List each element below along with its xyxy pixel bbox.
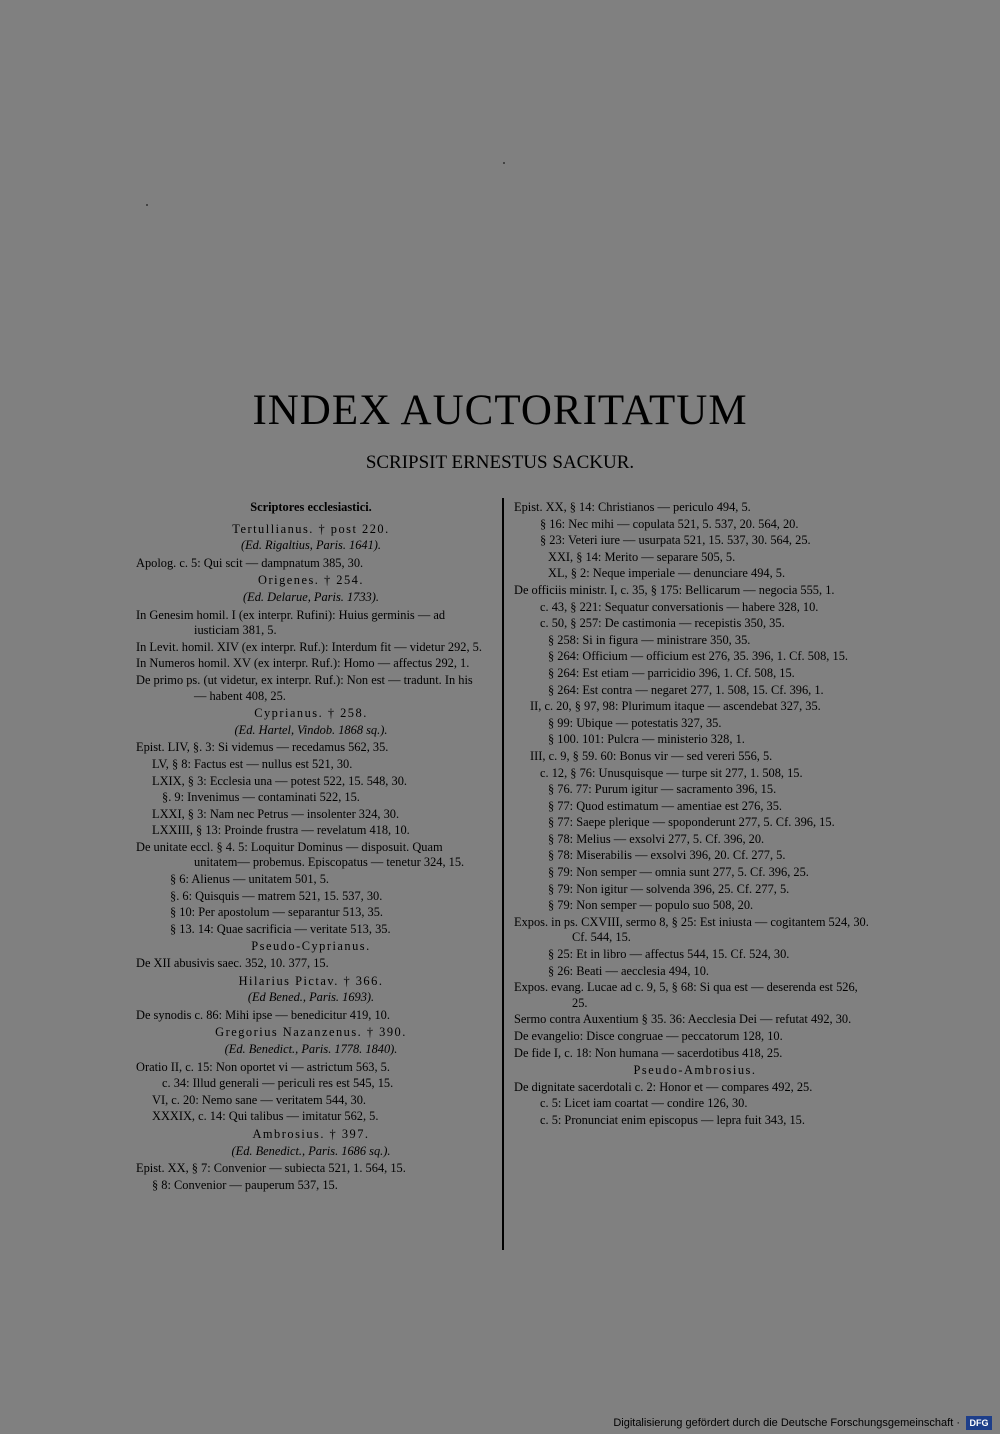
index-entry: § 26: Beati — aecclesia 494, 10.: [548, 963, 710, 978]
column-divider: [502, 498, 504, 1250]
index-entry: § 8: Convenior — pauperum 537, 15.: [152, 1177, 338, 1192]
index-entry: De unitate eccl. § 4. 5: Loquitur Dominus — disposuit. Quam unitatem— probemus. Episcopatus — tenetur 324, 15.: [136, 839, 465, 870]
index-entry: § 264: Est contra — negaret 277, 1. 508, 15. Cf. 396, 1.: [548, 682, 824, 697]
index-entry: XL, § 2: Neque imperiale — denunciare 494, 5.: [548, 566, 786, 581]
index-entry: § 78: Miserabilis — exsolvi 396, 20. Cf. 277, 5.: [548, 848, 786, 863]
index-entry: § 79: Non semper — omnia sunt 277, 5. Cf. 396, 25.: [548, 865, 809, 880]
index-entry: § 100. 101: Pulcra — ministerio 328, 1.: [548, 732, 745, 747]
index-entry: § 13. 14: Quae sacrificia — veritate 513, 35.: [170, 921, 391, 936]
index-entry: LXXIII, § 13: Proinde frustra — revelatum 418, 10.: [152, 823, 410, 838]
index-entry: § 79: Non semper — populo suo 508, 20.: [548, 898, 754, 913]
index-entry: Epist. LIV, §. 3: Si videmus — recedamus 562, 35.: [136, 740, 389, 755]
index-entry: § 78: Melius — exsolvi 277, 5. Cf. 396, 20.: [548, 831, 765, 846]
index-entry: In Levit. homil. XIV (ex interpr. Ruf.): Interdum fit — videtur 292, 5.: [136, 639, 482, 654]
author-heading: Pseudo-Cyprianus.: [251, 939, 371, 954]
index-entry: In Numeros homil. XV (ex interpr. Ruf.): Homo — affectus 292, 1.: [136, 656, 470, 671]
index-entry: De synodis c. 86: Mihi ipse — benedicitur 419, 10.: [136, 1007, 390, 1022]
author-heading: Tertullianus. † post 220.: [232, 521, 390, 536]
index-entry: VI, c. 20: Nemo sane — veritatem 544, 30.: [152, 1092, 367, 1107]
author-heading: Gregorius Nazanzenus. † 390.: [215, 1025, 407, 1040]
author-heading: Pseudo-Ambrosius.: [633, 1063, 757, 1078]
index-entry: XXXIX, c. 14: Qui talibus — imitatur 562, 5.: [152, 1109, 379, 1124]
index-entry: II, c. 20, § 97, 98: Plurimum itaque — ascendebat 327, 35.: [530, 699, 821, 714]
index-entry: Sermo contra Auxentium § 35. 36: Aecclesia Dei — refutat 492, 30.: [514, 1012, 852, 1027]
index-entry: Expos. in ps. CXVIII, sermo 8, § 25: Est iniusta — cogitantem 524, 30. Cf. 544, 15.: [514, 914, 869, 945]
index-entry: III, c. 9, § 59. 60: Bonus vir — sed vereri 556, 5.: [530, 748, 773, 763]
edition-note: (Ed. Benedict., Paris. 1778. 1840).: [224, 1042, 398, 1056]
index-entry: §. 6: Quisquis — matrem 521, 15. 537, 30.: [170, 888, 383, 903]
index-entry: § 99: Ubique — potestatis 327, 35.: [548, 715, 722, 730]
index-entry: XXI, § 14: Merito — separare 505, 5.: [548, 549, 736, 564]
index-entry: LXIX, § 3: Ecclesia una — potest 522, 15. 548, 30.: [152, 773, 407, 788]
index-entry: c. 5: Pronunciat enim episcopus — lepra fuit 343, 15.: [540, 1112, 805, 1127]
index-entry: c. 50, § 257: De castimonia — recepistis 350, 35.: [540, 616, 785, 631]
index-entry: § 77: Saepe plerique — spoponderunt 277, 5. Cf. 396, 15.: [548, 815, 835, 830]
index-entry: De evangelio: Disce congruae — peccatorum 128, 10.: [514, 1029, 783, 1043]
index-entry: De XII abusivis saec. 352, 10. 377, 15.: [136, 956, 329, 971]
author-heading: Hilarius Pictav. † 366.: [238, 973, 384, 988]
edition-note: (Ed Bened., Paris. 1693).: [247, 990, 375, 1005]
index-entry: §. 9: Invenimus — contaminati 522, 15.: [162, 790, 360, 805]
author-heading: Cyprianus. † 258.: [254, 706, 368, 721]
index-entry: § 264: Est etiam — parricidio 396, 1. Cf. 508, 15.: [548, 665, 795, 680]
index-entry: c. 43, § 221: Sequatur conversationis — habere 328, 10.: [540, 599, 819, 614]
page-subtitle: SCRIPSIT ERNESTUS SACKUR.: [365, 452, 635, 473]
edition-note: (Ed. Hartel, Vindob. 1868 sq.).: [234, 722, 388, 737]
index-entry: De dignitate sacerdotali c. 2: Honor et — compares 492, 25.: [514, 1079, 813, 1094]
index-entry: Oratio II, c. 15: Non oportet vi — astrictum 563, 5.: [136, 1059, 390, 1074]
index-entry: § 77: Quod estimatum — amentiae est 276, 35.: [548, 798, 783, 813]
index-entry: § 10: Per apostolum — separantur 513, 35.: [170, 905, 384, 920]
index-entry: § 16: Nec mihi — copulata 521, 5. 537, 20. 564, 20.: [540, 516, 799, 531]
index-entry: LV, § 8: Factus est — nullus est 521, 30.: [152, 756, 353, 771]
index-entry: § 258: Si in figura — ministrare 350, 35.: [548, 632, 751, 647]
index-entry: § 6: Alienus — unitatem 501, 5.: [170, 872, 330, 887]
index-entry: § 23: Veteri iure — usurpata 521, 15. 537, 30. 564, 25.: [540, 533, 811, 548]
author-heading: Scriptores ecclesiastici.: [250, 500, 372, 514]
dfg-logo-icon: DFG: [966, 1416, 992, 1430]
index-entry: Apolog. c. 5: Qui scit — dampnatum 385, 30.: [136, 555, 364, 570]
funding-note: Digitalisierung gefördert durch die Deutsche Forschungsgemeinschaft ·: [613, 1417, 960, 1429]
edition-note: (Ed. Benedict., Paris. 1686 sq.).: [231, 1143, 391, 1158]
index-entry: Epist. XX, § 14: Christianos — periculo 494, 5.: [514, 500, 751, 514]
index-entry: De primo ps. (ut videtur, ex interpr. Ruf.): Non est — tradunt. In his — habent 408, 25.: [136, 672, 473, 703]
index-entry: § 25: Et in libro — affectus 544, 15. Cf. 524, 30.: [548, 947, 790, 962]
index-column-right: [514, 500, 876, 1130]
index-entry: In Genesim homil. I (ex interpr. Rufini): Huius germinis — ad iusticiam 381, 5.: [136, 607, 446, 638]
edition-note: (Ed. Delarue, Paris. 1733).: [243, 589, 379, 604]
scan-speck: [146, 204, 148, 206]
author-heading: Origenes. † 254.: [258, 573, 364, 588]
index-entry: § 79: Non igitur — solvenda 396, 25. Cf. 277, 5.: [548, 881, 790, 896]
index-entry: Expos. evang. Lucae ad c. 9, 5, § 68: Si qua est — deserenda est 526, 25.: [514, 980, 858, 1010]
edition-note: (Ed. Rigaltius, Paris. 1641).: [240, 538, 382, 553]
page-title: INDEX AUCTORITATUM: [252, 387, 748, 434]
index-entry: De fide I, c. 18: Non humana — sacerdotibus 418, 25.: [514, 1045, 783, 1060]
author-heading: Ambrosius. † 397.: [252, 1126, 370, 1141]
scan-speck: [503, 162, 505, 164]
index-entry: c. 34: Illud generali — periculi res est 545, 15.: [162, 1076, 394, 1091]
index-entry: De officiis ministr. I, c. 35, § 175: Bellicarum — negocia 555, 1.: [514, 582, 835, 597]
index-entry: c. 12, § 76: Unusquisque — turpe sit 277, 1. 508, 15.: [540, 765, 803, 780]
index-entry: Epist. XX, § 7: Convenior — subiecta 521, 1. 564, 15.: [136, 1161, 406, 1176]
index-entry: LXXI, § 3: Nam nec Petrus — insolenter 324, 30.: [152, 806, 400, 821]
index-entry: § 264: Officium — officium est 276, 35. 396, 1. Cf. 508, 15.: [548, 649, 848, 664]
index-entry: c. 5: Licet iam coartat — condire 126, 30.: [540, 1096, 748, 1111]
index-entry: § 76. 77: Purum igitur — sacramento 396, 15.: [548, 782, 777, 797]
index-column-left: [136, 500, 486, 1194]
